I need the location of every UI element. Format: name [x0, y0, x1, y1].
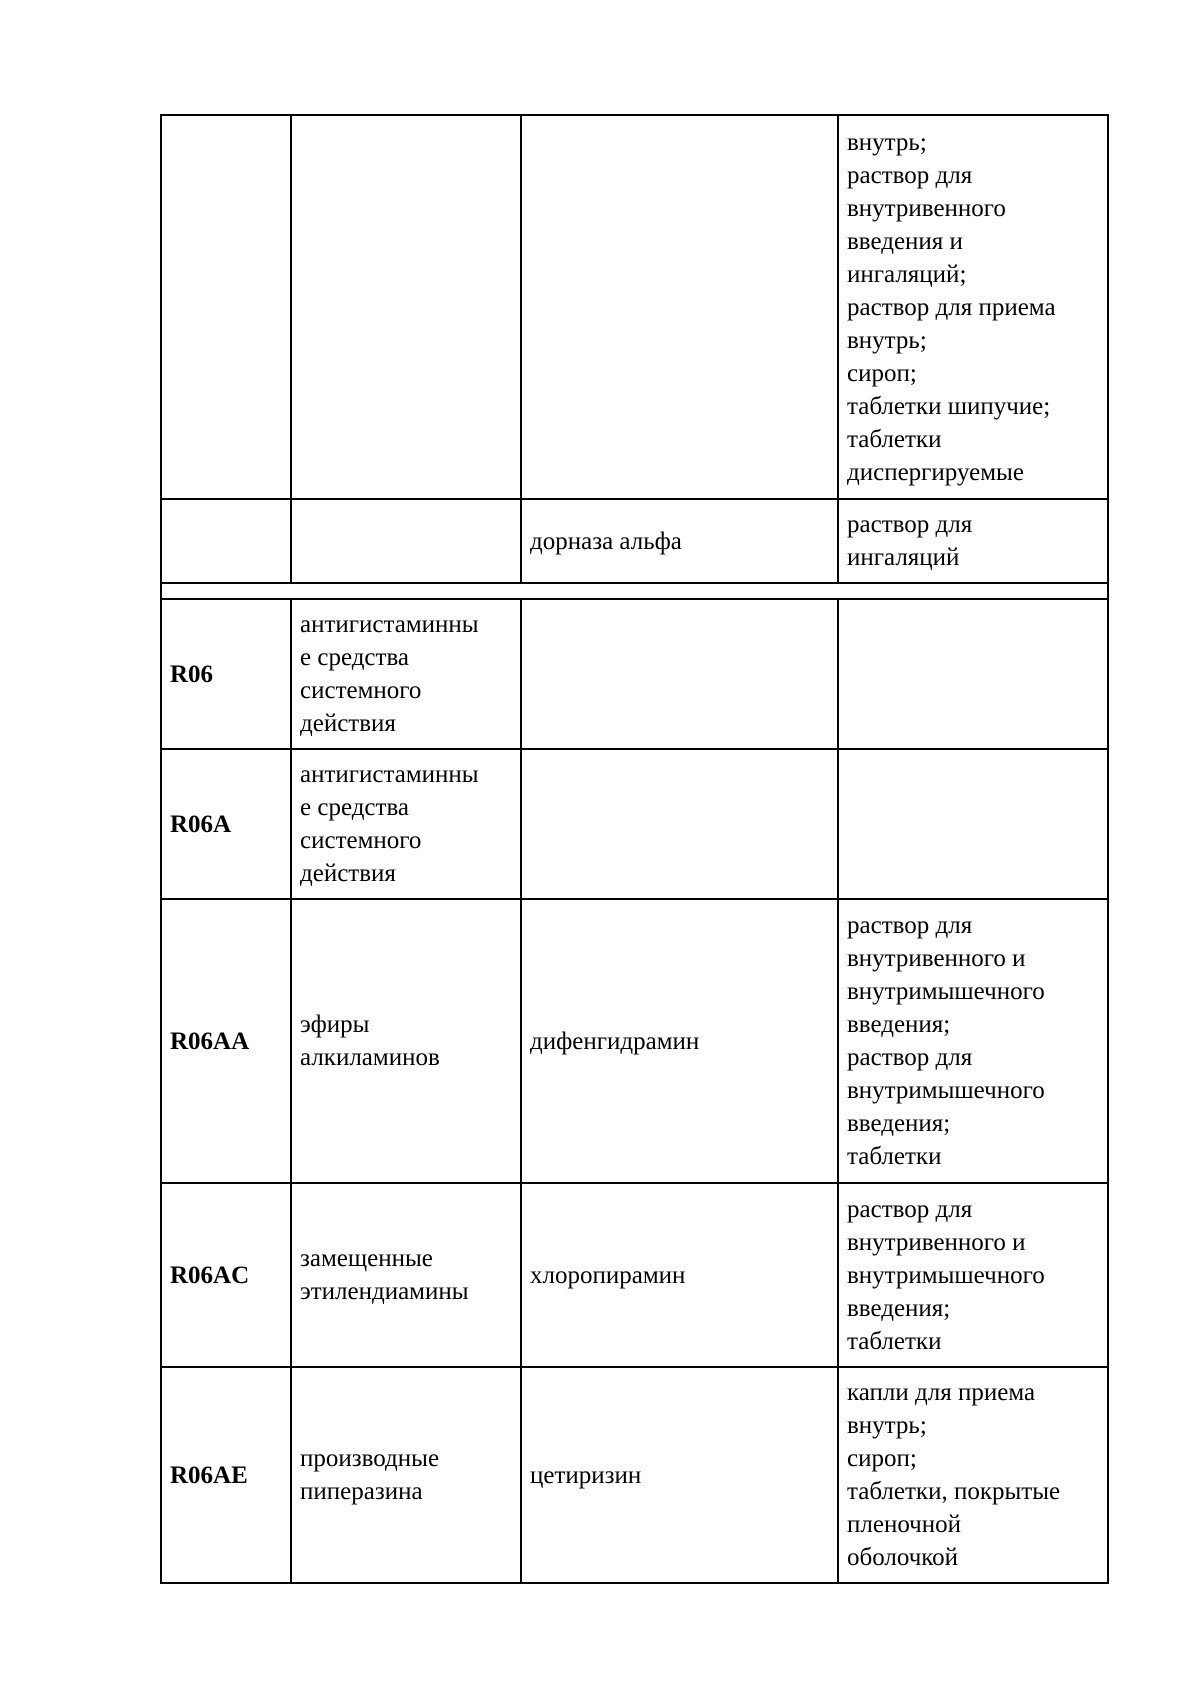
atc-code-cell — [161, 599, 291, 749]
atc-code-cell — [161, 1367, 291, 1583]
table-row — [161, 1367, 1108, 1583]
dosage-forms: внутрь; раствор для внутривенного введения и ингаляций; раствор для приема внутрь; сироп; таблетки шипучие; таблетки диспергируемые — [847, 128, 1056, 486]
table-row — [161, 1183, 1108, 1367]
group-cell — [291, 749, 521, 899]
atc-code-cell — [161, 749, 291, 899]
group-name: эфиры алкиламинов — [300, 1011, 440, 1071]
drug-name: дорназа альфа — [530, 527, 682, 555]
drug-cell — [521, 1183, 838, 1367]
atc-code-cell — [161, 1183, 291, 1367]
forms-cell — [838, 499, 1108, 583]
group-name: антигистаминны е средства системного действия — [300, 611, 479, 737]
forms-cell — [838, 115, 1108, 499]
drug-cell — [521, 499, 838, 583]
forms-cell — [838, 749, 1108, 899]
forms-cell — [838, 1367, 1108, 1583]
atc-code: R06AA — [170, 1027, 250, 1055]
forms-cell — [838, 899, 1108, 1183]
group-cell — [291, 499, 521, 583]
dosage-forms: раствор для внутривенного и внутримышечного введения; таблетки — [847, 1195, 1045, 1355]
dosage-forms: раствор для ингаляций — [847, 511, 973, 571]
group-cell — [291, 1367, 521, 1583]
table-row — [161, 749, 1108, 899]
spacer-row — [161, 583, 1108, 599]
dosage-forms: капли для приема внутрь; сироп; таблетки, покрытые пленочной оболочкой — [847, 1379, 1061, 1571]
group-cell — [291, 1183, 521, 1367]
drug-name: хлоропирамин — [530, 1261, 686, 1289]
drug-cell — [521, 899, 838, 1183]
table-row — [161, 599, 1108, 749]
group-cell — [291, 115, 521, 499]
drug-cell — [521, 749, 838, 899]
atc-code: R06A — [170, 810, 232, 838]
dosage-forms: раствор для внутривенного и внутримышечного введения; раствор для внутримышечного введения; таблетки — [847, 912, 1045, 1170]
atc-code-cell — [161, 499, 291, 583]
atc-code-cell — [161, 899, 291, 1183]
table-row — [161, 115, 1108, 499]
group-cell — [291, 899, 521, 1183]
group-cell — [291, 599, 521, 749]
atc-code-cell — [161, 115, 291, 499]
drug-name: дифенгидрамин — [530, 1027, 700, 1055]
atc-code: R06AC — [170, 1261, 250, 1289]
drug-cell — [521, 1367, 838, 1583]
drug-cell — [521, 115, 838, 499]
drug-cell — [521, 599, 838, 749]
atc-drug-table — [160, 114, 1109, 1584]
atc-code: R06 — [170, 660, 214, 688]
spacer-cell — [161, 583, 1108, 599]
group-name: замещенные этилендиамины — [300, 1245, 469, 1305]
table-row — [161, 899, 1108, 1183]
table-row — [161, 499, 1108, 583]
forms-cell — [838, 599, 1108, 749]
group-name: производные пиперазина — [300, 1445, 440, 1505]
forms-cell — [838, 1183, 1108, 1367]
drug-name: цетиризин — [530, 1461, 642, 1489]
atc-code: R06AE — [170, 1461, 248, 1489]
group-name: антигистаминны е средства системного действия — [300, 761, 479, 887]
